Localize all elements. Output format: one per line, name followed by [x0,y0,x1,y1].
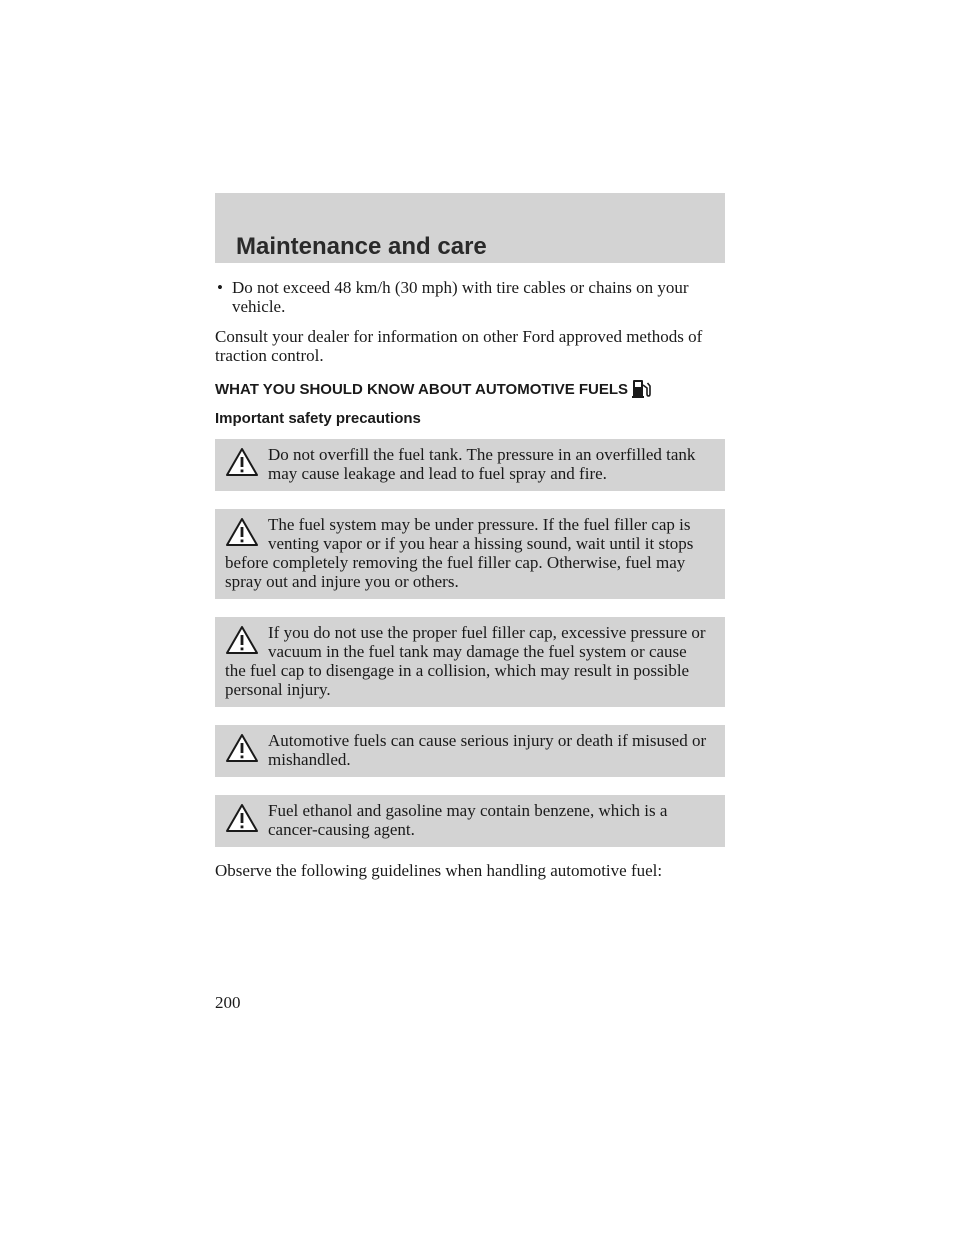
warning-line: Automotive fuels can cause serious injury or death if misused or [268,731,707,750]
warning-line: venting vapor or if you hear a hissing sound, wait until it stops [268,534,694,553]
warning-box-3 [215,617,725,707]
closing-paragraph: Observe the following guidelines when handling automotive fuel: [215,861,663,880]
warning-line: the fuel cap to disengage in a collision, which may result in possible [225,661,690,680]
section-header-title: Maintenance and care [236,233,487,260]
warning-line: mishandled. [268,750,351,769]
warning-box-2 [215,509,725,599]
warning-triangle-icon [225,803,259,833]
warning-line: Fuel ethanol and gasoline may contain benzene, which is a [268,801,668,820]
bullet-symbol: • [217,278,223,297]
warning-triangle-icon [225,447,259,477]
warning-triangle-icon [225,733,259,763]
intro-paragraph-line-2: traction control. [215,346,324,365]
bullet-item [215,278,725,316]
bullet-line-1: Do not exceed 48 km/h (30 mph) with tire cables or chains on your [232,278,689,297]
section-heading-text: WHAT YOU SHOULD KNOW ABOUT AUTOMOTIVE FUELS [215,381,629,398]
section-subheading: Important safety precautions [215,410,421,427]
fuel-pump-icon [631,377,651,399]
bullet-line-2: vehicle. [232,297,286,316]
warning-line: vacuum in the fuel tank may damage the fuel system or cause [268,642,687,661]
warning-line: before completely removing the fuel filler cap. Otherwise, fuel may [225,553,686,572]
warning-triangle-icon [225,625,259,655]
warning-box-1 [215,439,725,491]
intro-paragraph-line-1: Consult your dealer for information on other Ford approved methods of [215,327,703,346]
section-header-band [215,193,725,263]
section-heading [215,377,725,399]
warning-box-4 [215,725,725,777]
warning-line: spray out and injure you or others. [225,572,459,591]
warning-line: cancer-causing agent. [268,820,415,839]
warning-line: Do not overfill the fuel tank. The pressure in an overfilled tank [268,445,696,464]
warning-box-5 [215,795,725,847]
warning-triangle-icon [225,517,259,547]
page-content [215,278,725,880]
page-number: 200 [215,993,241,1012]
warning-line: If you do not use the proper fuel filler cap, excessive pressure or [268,623,706,642]
warning-line: may cause leakage and lead to fuel spray and fire. [268,464,607,483]
warning-line: personal injury. [225,680,331,699]
intro-paragraph [215,327,725,365]
warning-line: The fuel system may be under pressure. If the fuel filler cap is [268,515,691,534]
